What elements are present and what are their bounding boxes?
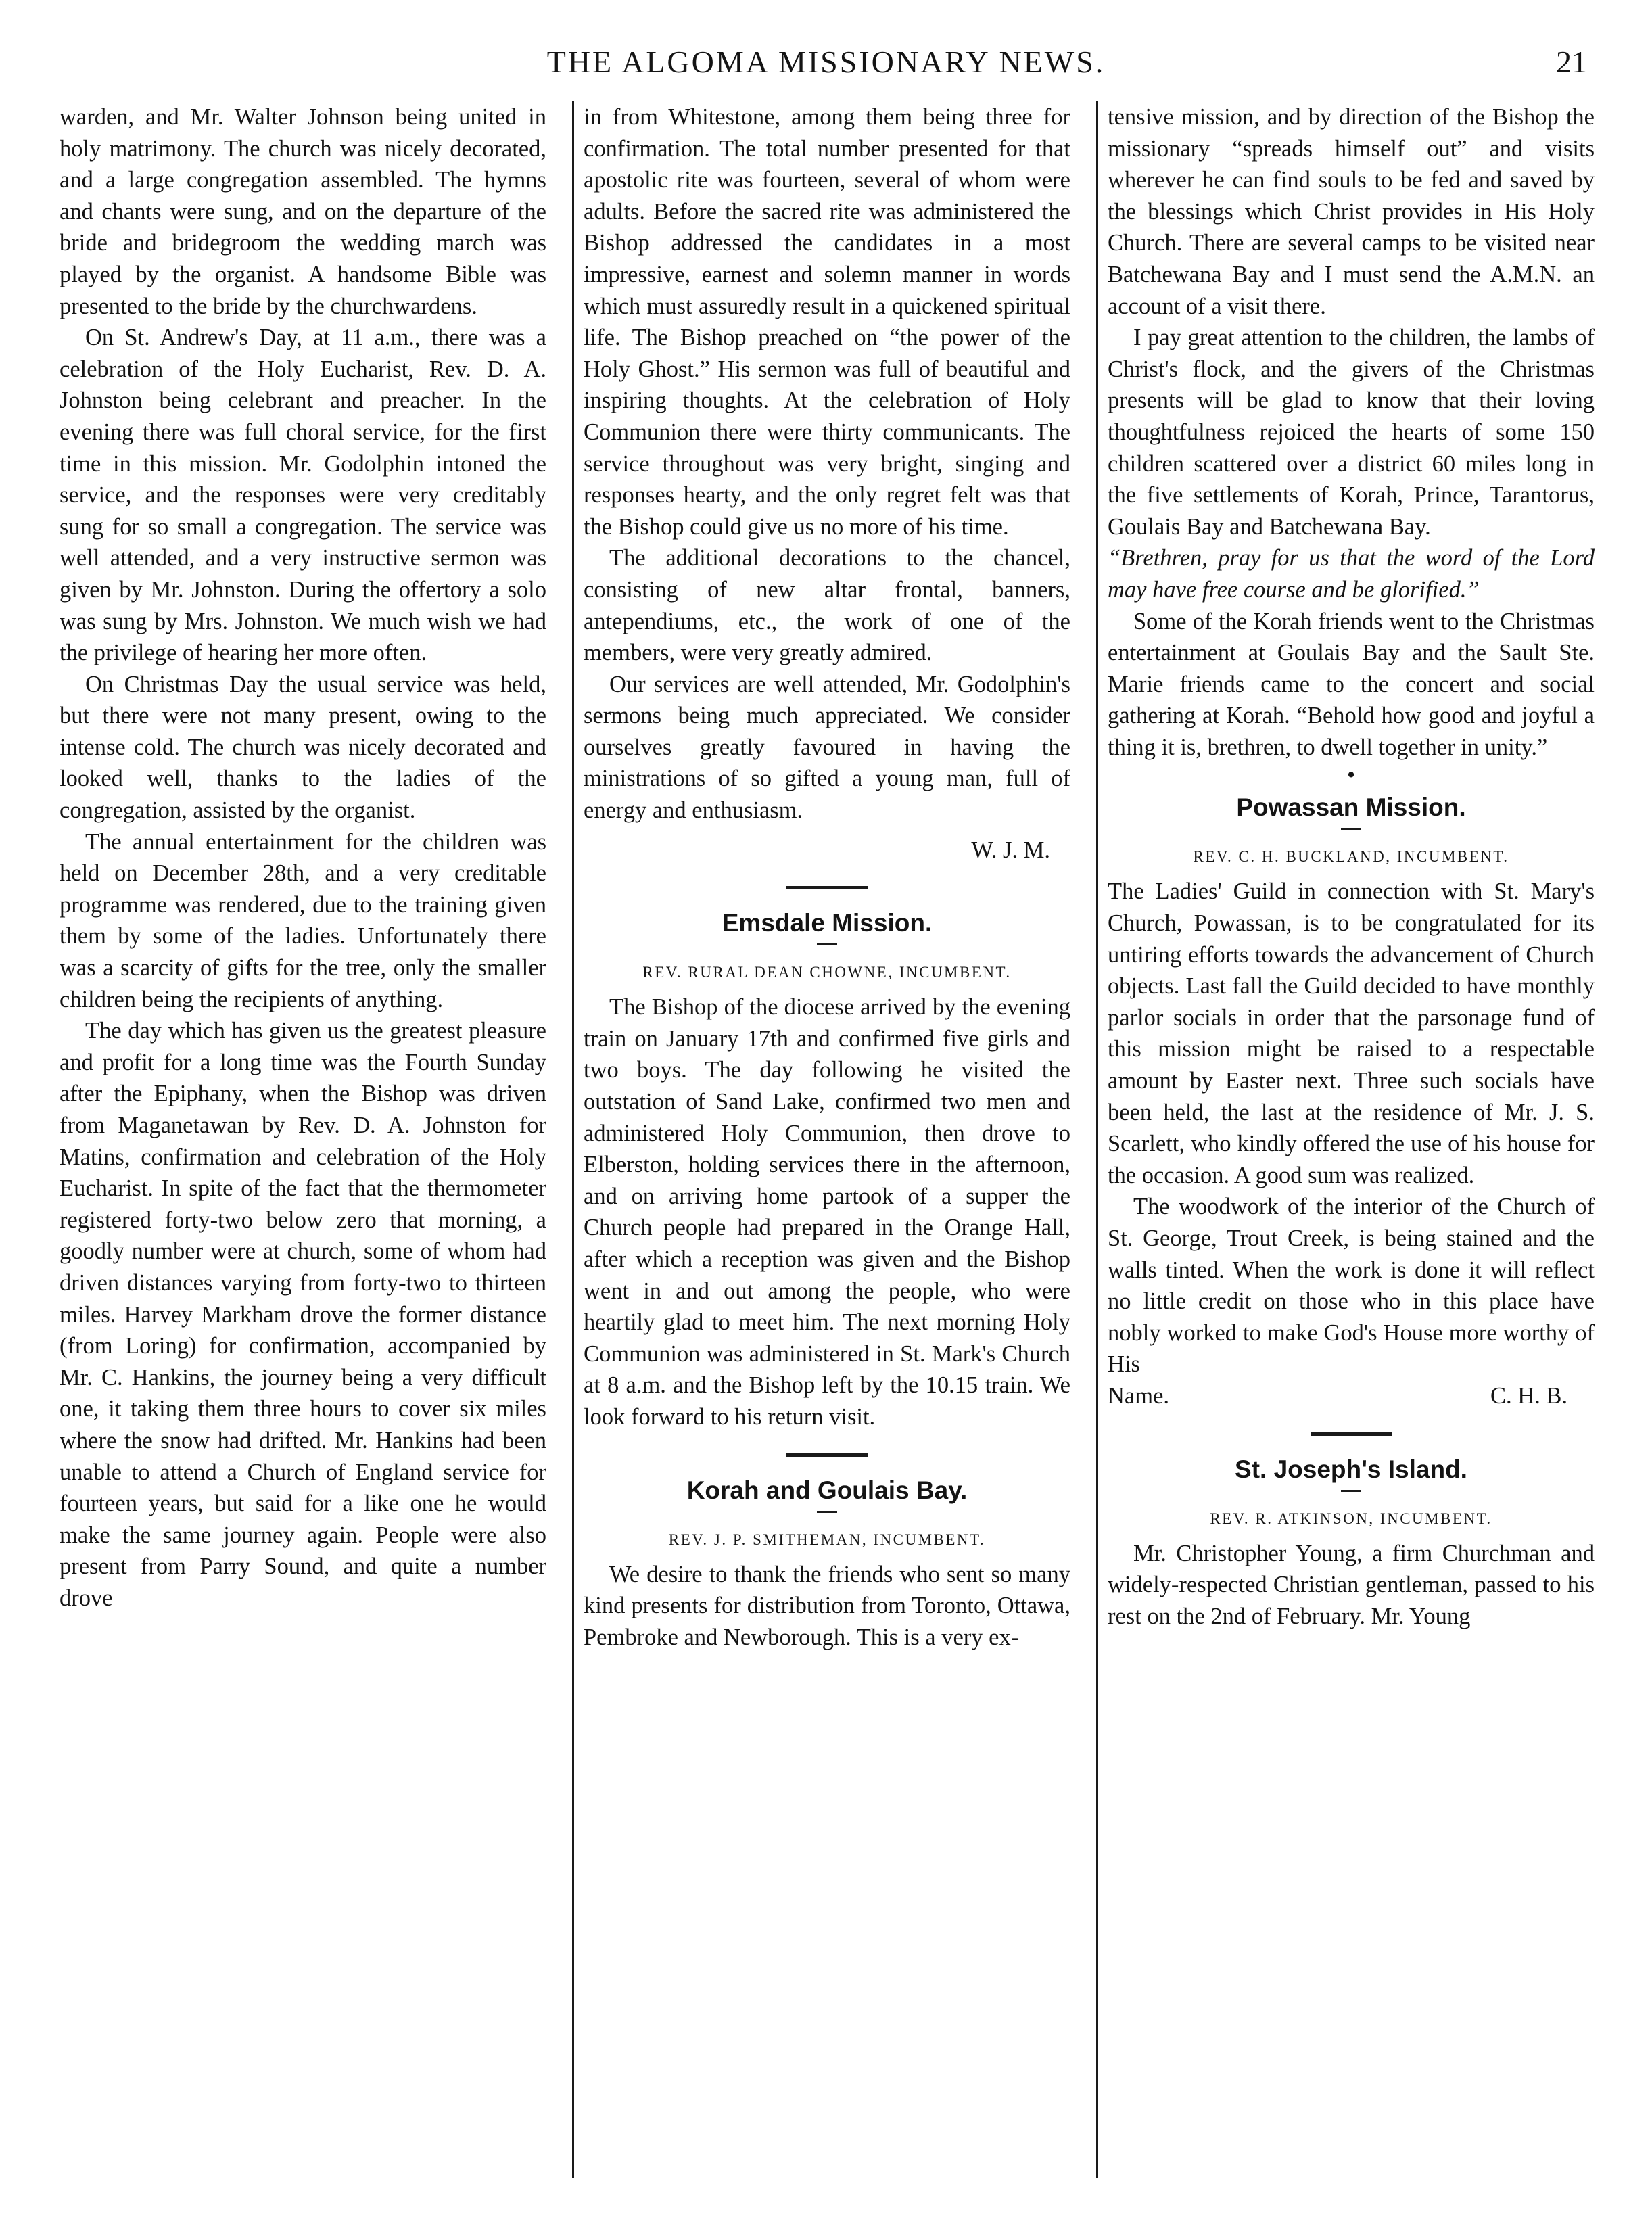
paragraph: We desire to thank the friends who sent so many kind presents for distribution from Toronto, Ottawa, Pembroke and Newborough. This is a very ex- [584,1561,1070,1650]
paragraph: The additional decorations to the chancel, consisting of new altar frontal, banners, antependiums, etc., the work of one of the members, were very greatly admired. [584,545,1070,666]
incumbent-line: REV. RURAL DEAN CHOWNE, INCUMBENT. [642,964,1012,981]
paragraph: Some of the Korah friends went to the Christmas entertainment at Goulais Bay and the Sault Ste. Marie friends came to the concert and social gathering at Korah. “Behold how good and joyful a thing it is, brethren, to dwell together in unity.” [1108,608,1595,760]
paragraph: The woodwork of the interior of the Church of St. George, Trout Creek, is being stained and the walls tinted. When the work is done it will reflect no little credit on those who in this place have nobly worked to make God's House more worthy of His [1108,1194,1595,1378]
paragraph: Mr. Christopher Young, a firm Churchman and widely-respected Christian gentleman, passed to his rest on the 2nd of February. Mr. Young [1108,1540,1595,1629]
paragraph: The day which has given us the greatest pleasure and profit for a long time was the Fourth Sunday after the Epiphany, when the Bishop was driven from Maganetawan by Rev. D. A. Johnston for Matins, confirmation and celebration of the Holy Eucharist. In spite of the fact that the thermometer registered forty-two below zero that morning, a goodly number were at church, some of whom had driven distances varying from forty-two to thirteen miles. Harvey Markham drove the former distance (from Loring) for confirmation, accompanied by Mr. C. Hankins, the journey being a very difficult one, it taking them three hours to cover six miles where the snow had drifted. Mr. Hankins had been unable to attend a Church of England service for fourteen years, but said for a like one he would make the same journey again. People were also present from Parry Sound, and quite a number drove [60,1018,546,1611]
column-right [1108,101,1595,2178]
section-title-emsdale: Emsdale Mission. [722,909,933,937]
closing-word: Name. [1108,1382,1170,1409]
incumbent-line: REV. J. P. SMITHEMAN, INCUMBENT. [668,1530,986,1548]
title-underline [1341,828,1361,830]
column-rule [1096,101,1098,2178]
page-header [0,42,1652,83]
title-underline [817,1511,837,1513]
paragraph: tensive mission, and by direction of the Bishop the missionary “spreads himself out” and visits wherever he can find souls to be fed and saved by the blessings which Christ provides in His Holy Church. There are several camps to be visited near Batchewana Bay and I must send the A.M.N. an account of a visit there. [1108,104,1595,319]
column-rule [572,101,574,2178]
paragraph: The Bishop of the diocese arrived by the evening train on January 17th and confirmed five girls and two boys. The day following he visited the outstation of Sand Lake, confirmed two men and administered Holy Communion, then drove to Elberston, holding services there in the afternoon, and on arriving home partook of a supper the Church people had prepared in the Orange Hall, after which a reception was given and the Bishop went in and out among the people, who were heartily glad to meet him. The next morning Holy Communion was administered in St. Mark's Church at 8 a.m. and the Bishop left by the 10.15 train. We look forward to his return visit. [584,994,1070,1430]
title-underline [817,943,837,945]
incumbent-line: REV. R. ATKINSON, INCUMBENT. [1210,1510,1492,1527]
paragraph: The Ladies' Guild in connection with St. Mary's Church, Powassan, is to be congratulated for its untiring efforts towards the advancement of Church objects. Last fall the Guild decided to have monthly parlor socials in order that the parsonage fund of this mission might be raised to a respectable amount by Easter next. Three such socials have been held, the last at the residence of Mr. J. S. Scarlett, who kindly offered the use of his house for the occasion. A good sum was realized. [1108,879,1595,1188]
column-left [60,101,546,2178]
signature: W. J. M. [971,837,1050,863]
page-number: 21 [1556,45,1587,79]
section-title-korah: Korah and Goulais Bay. [686,1476,968,1504]
section-divider [786,886,868,889]
paragraph: Our services are well attended, Mr. Godolphin's sermons being much appreciated. We consider ourselves greatly favoured in having the ministrations of so gifted a young man, full of energy and enthusiasm. [584,671,1070,824]
running-title: THE ALGOMA MISSIONARY NEWS. [546,45,1106,79]
section-divider [1311,1432,1392,1436]
title-underline [1341,1490,1361,1492]
section-divider [786,1453,868,1457]
quotation: “Brethren, pray for us that the word of the Lord may have free course and be glorified.” [1108,545,1595,603]
paragraph: I pay great attention to the children, the lambs of Christ's flock, and the givers of the Christmas presents will be glad to know that their loving thoughtfulness rejoiced the hearts of some 150 children scattered over a district 60 miles long in the five settlements of Korah, Prince, Tarantorus, Goulais Bay and Batchewana Bay. [1108,325,1595,540]
paragraph: warden, and Mr. Walter Johnson being united in holy matrimony. The church was nicely decorated, and a large congregation assembled. The hymns and chants were sung, and on the departure of the bride and bridegroom the wedding march was played by the organist. A handsome Bible was presented to the bride by the churchwardens. [60,104,546,319]
paragraph: The annual entertainment for the children was held on December 28th, and a very creditable programme was rendered, due to the training given them by some of the ladies. Unfortunately there was a scarcity of gifts for the tree, only the smaller children being the recipients of anything. [60,828,546,1012]
separator-dot: • [1346,762,1356,789]
paragraph: in from Whitestone, among them being three for confirmation. The total number presented for that apostolic rite was fourteen, several of whom were adults. Before the sacred rite was administered the Bishop addressed the candidates in a most impressive, earnest and solemn manner in words which must assuredly result in a quickened spiritual life. The Bishop preached on “the power of the Holy Ghost.” His sermon was full of beautiful and inspiring thoughts. At the celebration of Holy Communion there were thirty communicants. The service throughout was very bright, singing and responses hearty, and the only regret felt was that the Bishop could give us no more of his time. [584,104,1070,540]
paragraph: On St. Andrew's Day, at 11 a.m., there was a celebration of the Holy Eucharist, Rev. D. A. Johnston being celebrant and preacher. In the evening there was full choral service, for the first time in this mission. Mr. Godolphin intoned the service, and the responses were very creditably sung for so small a congregation. The service was well attended, and a very instructive sermon was given by Mr. Johnston. During the offertory a solo was sung by Mrs. Johnston. We much wish we had the privilege of hearing her more often. [60,325,546,666]
signature-line [1108,1380,1595,1412]
signature: C. H. B. [1490,1382,1567,1409]
section-title-powassan: Powassan Mission. [1236,793,1466,822]
incumbent-line: REV. C. H. BUCKLAND, INCUMBENT. [1193,848,1509,866]
section-title-st-josephs: St. Joseph's Island. [1235,1455,1467,1483]
paragraph: On Christmas Day the usual service was held, but there were not many present, owing to the intense cold. The church was nicely decorated and looked well, thanks to the ladies of the congregation, assisted by the organist. [60,671,546,824]
column-middle [584,101,1070,2178]
